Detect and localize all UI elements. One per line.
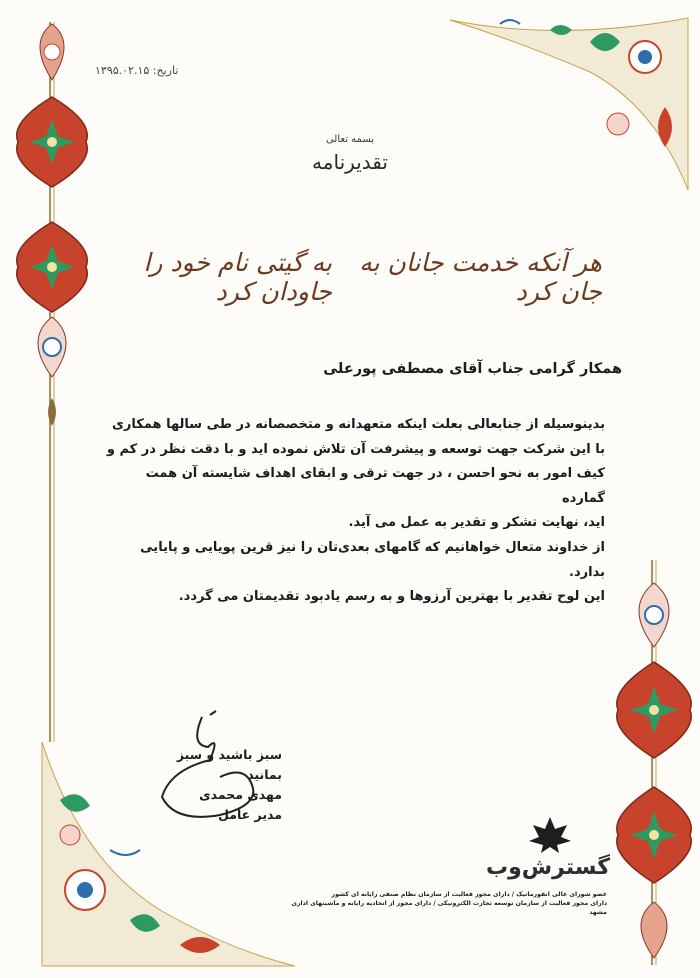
right-vertical-ornament bbox=[610, 560, 695, 970]
body-line: با این شرکت جهت توسعه و پیشرفت آن تلاش نموده اید و با دقت نظر در کم و bbox=[106, 441, 605, 457]
poem-line-first: هر آنکه خدمت جانان به جان کرد bbox=[359, 248, 602, 306]
body-line: اید، نهایت تشکر و تقدیر به عمل می آید. bbox=[348, 515, 605, 531]
signer-name: مهدی محمدی bbox=[199, 787, 282, 802]
top-right-floral-ornament bbox=[440, 12, 690, 192]
company-logo-text: گسترش‌وب bbox=[486, 855, 610, 880]
certificate-title: تقدیرنامه bbox=[312, 150, 388, 174]
footer-line: دارای مجوز فعالیت از سازمان توسعه تجارت الکترونیکی / دارای مجوز از اتحادیه رایانه و ماشینهای اداری مشهد bbox=[291, 900, 607, 916]
handwritten-signature bbox=[150, 705, 270, 825]
recipient-heading: همکار گرامی جناب آقای مصطفی پورعلی bbox=[323, 361, 622, 377]
date-label: تاریخ: ۱۳۹۵.۰۲.۱۵ bbox=[95, 64, 179, 77]
body-line: بدینوسیله از جنابعالی بعلت اینکه متعهدانه و متخصصانه در طی سالها همکاری bbox=[111, 417, 605, 432]
body-line: این لوح تقدیر با بهترین آرزوها و به رسم یادبود تقدیمتان می گردد. bbox=[178, 589, 605, 605]
body-line: از خداوند متعال خواهانیم که گامهای بعدی‌تان را نیز قرین پویایی و پایایی بدارد. bbox=[140, 539, 605, 580]
left-vertical-ornament bbox=[8, 12, 88, 752]
body-line: کیف امور به نحو احسن ، در جهت ترقی و ابقای اهداف شایسته آن همت گمارده bbox=[145, 466, 605, 506]
certificate-body bbox=[105, 413, 605, 610]
bismillah-heading: بسمه تعالی bbox=[325, 134, 375, 145]
poem-line-second: به گیتی نام خود را جاودان کرد bbox=[143, 248, 332, 306]
signature-closing: سبز باشید و سبز بمانید bbox=[176, 747, 282, 782]
signer-title: مدیر عامل bbox=[218, 807, 282, 822]
footer-line: عضو شورای عالی انفورماتیک / دارای مجوز فعالیت از سازمان نظام صنفی رایانه ای کشور bbox=[331, 891, 607, 898]
maple-leaf-logo-icon bbox=[525, 815, 575, 855]
company-credentials-footer bbox=[285, 890, 607, 917]
